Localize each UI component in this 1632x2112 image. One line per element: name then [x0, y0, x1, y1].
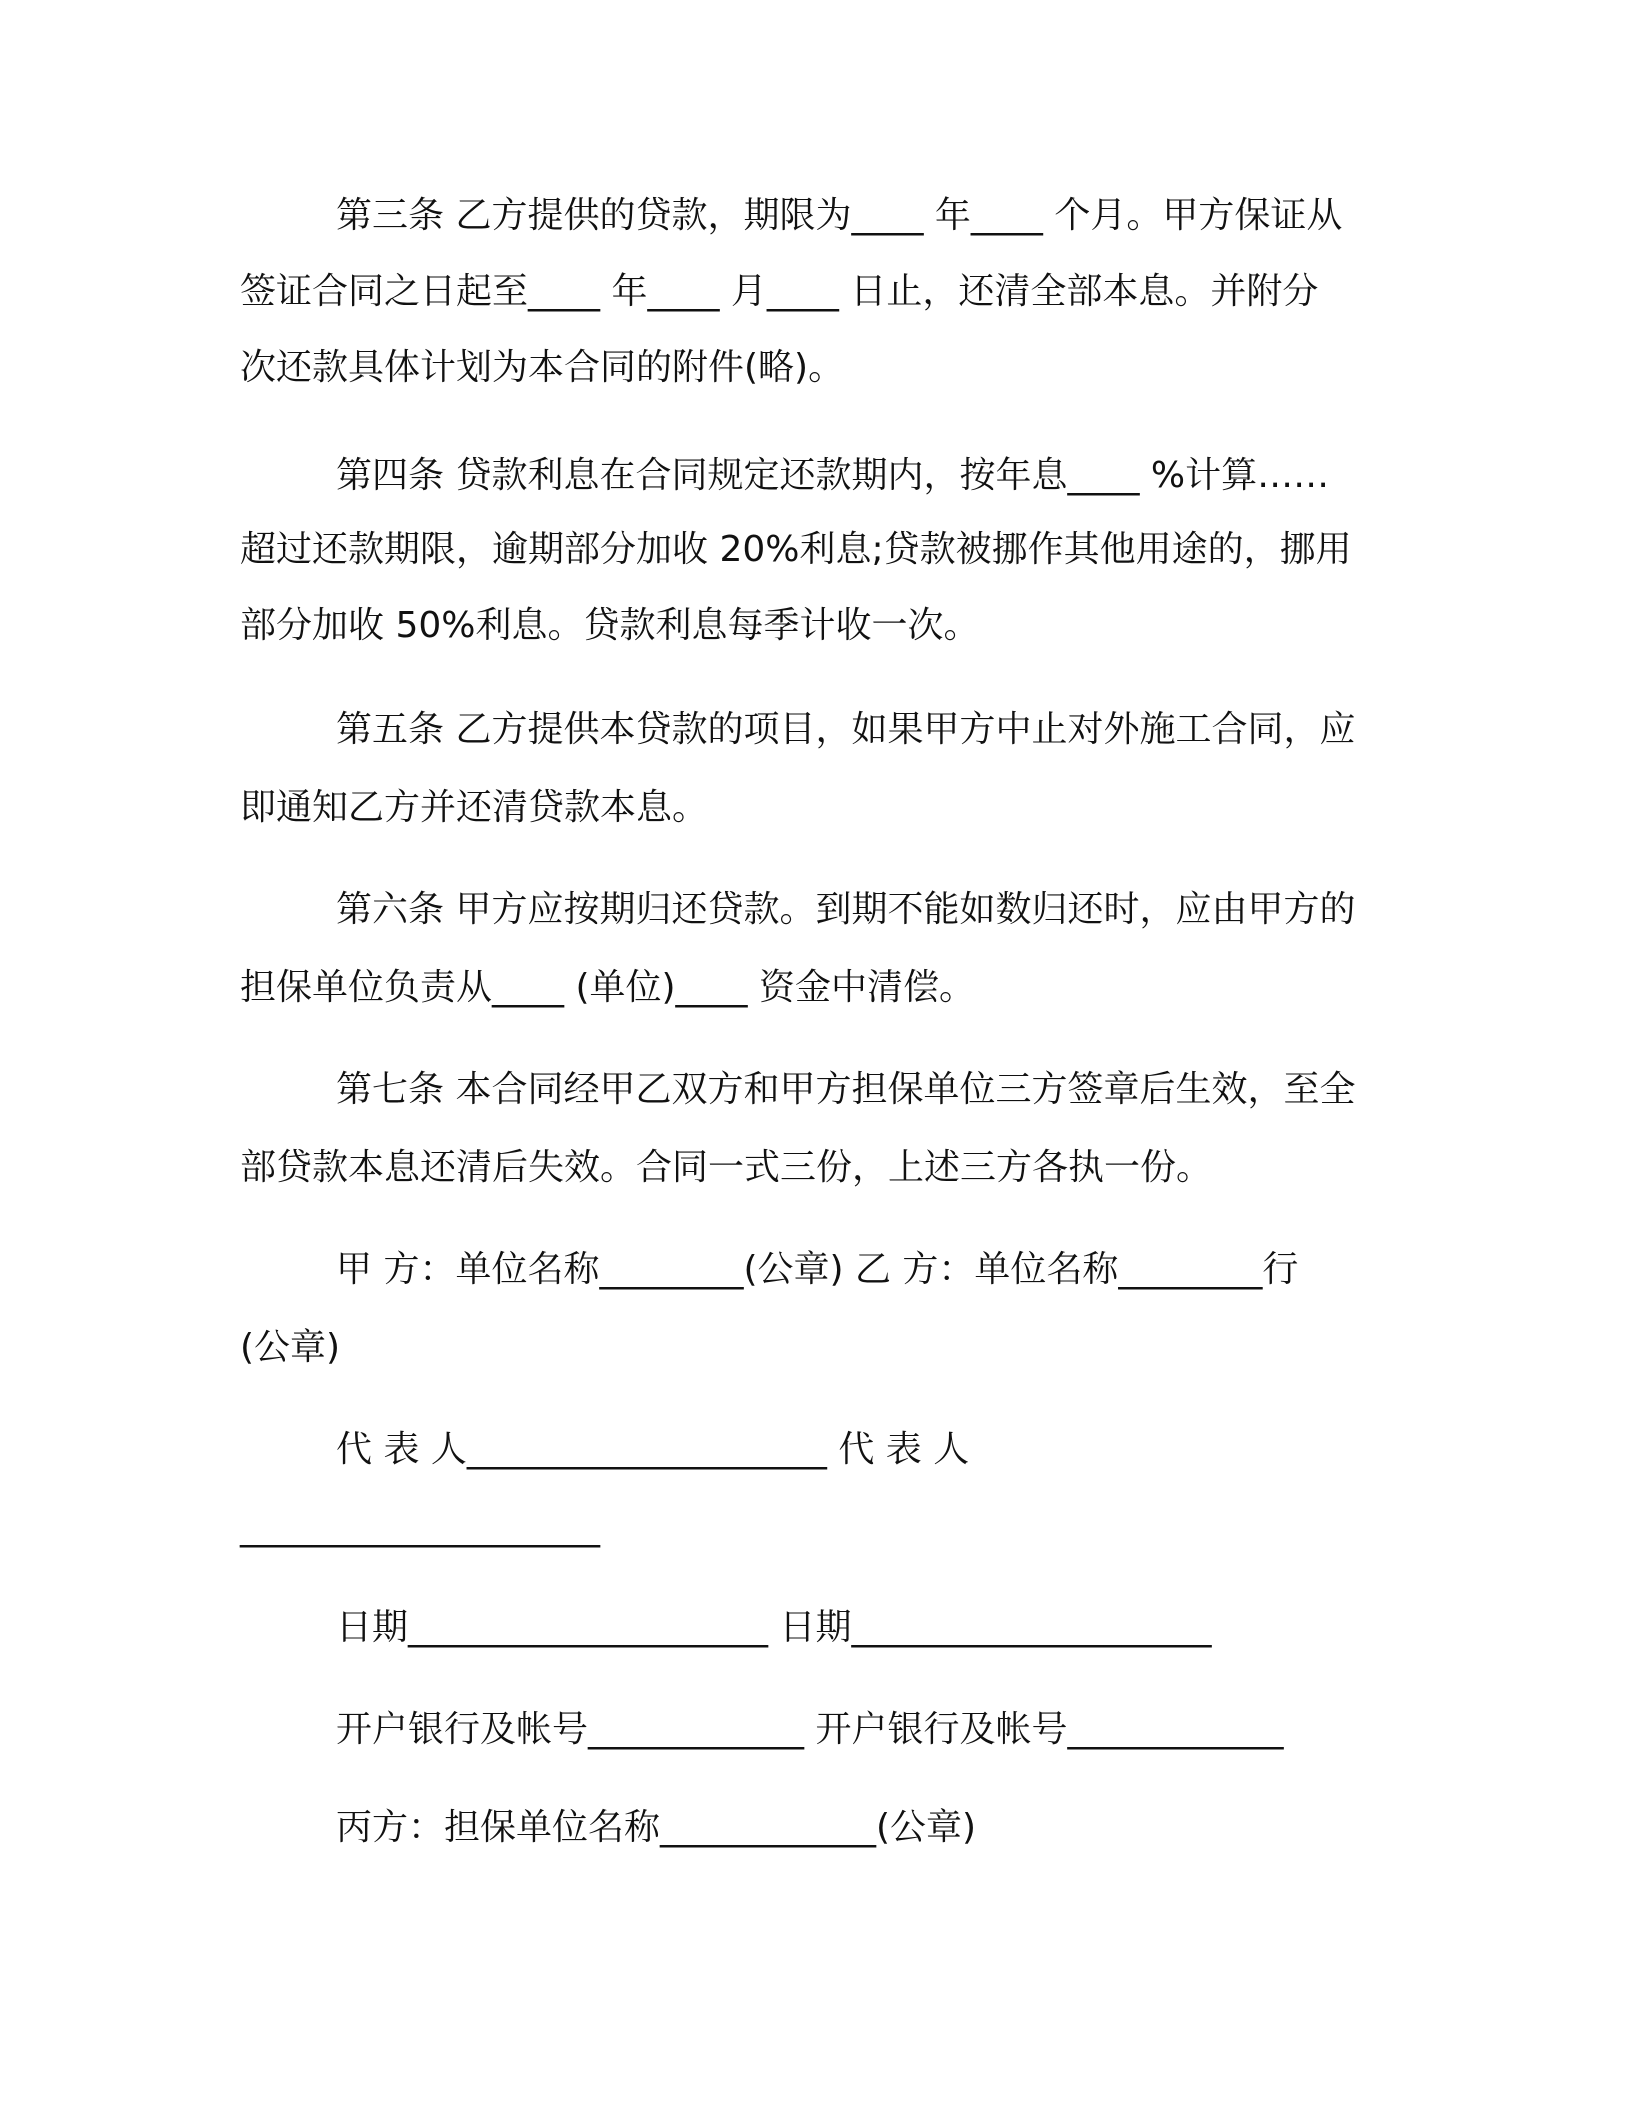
representative-blank-line: ____________________: [240, 1507, 600, 1548]
article-6-line-1: 第六条 甲方应按期归还贷款。到期不能如数归还时，应由甲方的: [336, 889, 1356, 930]
representative-line: 代 表 人____________________ 代 表 人: [336, 1429, 970, 1470]
article-3-line-2: 签证合同之日起至____ 年____ 月____ 日止，还清全部本息。并附分: [240, 271, 1319, 312]
guarantor-line: 丙方：担保单位名称____________(公章): [336, 1807, 977, 1848]
article-3-line-1: 第三条 乙方提供的贷款，期限为____ 年____ 个月。甲方保证从: [336, 195, 1343, 236]
date-line: 日期____________________ 日期____________________: [336, 1607, 1212, 1648]
party-b-seal-line: (公章): [240, 1327, 341, 1368]
party-a-b-line: 甲 方：单位名称________(公章) 乙 方：单位名称________行: [336, 1249, 1299, 1290]
article-3-line-3: 次还款具体计划为本合同的附件(略)。: [240, 347, 845, 388]
article-7-line-2: 部贷款本息还清后失效。合同一式三份，上述三方各执一份。: [240, 1147, 1213, 1188]
article-4-line-1: 第四条 贷款利息在合同规定还款期内，按年息____ %计算……: [336, 455, 1330, 496]
article-6-line-2: 担保单位负责从____ (单位)____ 资金中清偿。: [240, 967, 975, 1008]
article-4-line-3: 部分加收 50%利息。贷款利息每季计收一次。: [240, 605, 980, 646]
bank-account-line: 开户银行及帐号____________ 开户银行及帐号____________: [336, 1709, 1284, 1750]
article-5-line-1: 第五条 乙方提供本贷款的项目，如果甲方中止对外施工合同，应: [336, 709, 1356, 750]
article-4-line-2: 超过还款期限，逾期部分加收 20%利息;贷款被挪作其他用途的，挪用: [240, 529, 1352, 570]
article-7-line-1: 第七条 本合同经甲乙双方和甲方担保单位三方签章后生效，至全: [336, 1069, 1356, 1110]
article-5-line-2: 即通知乙方并还清贷款本息。: [240, 787, 709, 828]
